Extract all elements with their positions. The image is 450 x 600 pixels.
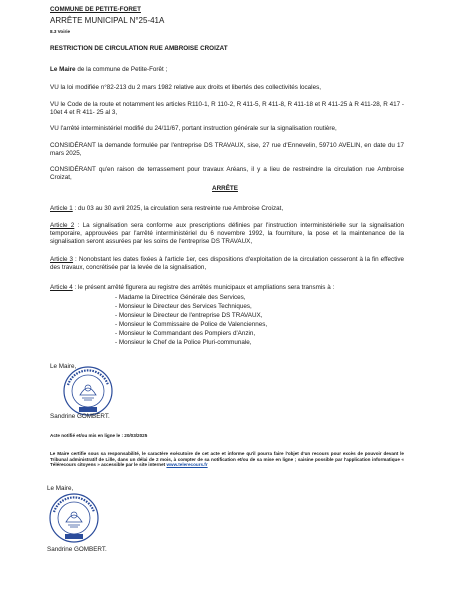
telerecours-link[interactable]: www.telerecours.fr <box>166 462 208 468</box>
signature-1-title: Le Maire, <box>50 363 77 370</box>
article-1 <box>50 205 404 213</box>
visa-1: VU la loi modifiée n°82-213 du 2 mars 1982 relative aux droits et libertés des collectivités locales, <box>50 84 321 91</box>
article-3 <box>50 256 404 272</box>
legal-notice-text: Le Maire certifie sous sa responsabilité, le caractère exécutoire de cet acte et informe qu'il pourra faire l'objet d'un recours pour excès de pouvoir devant le Tribunal administratif de Lille, dans un délai de 2 mois, à compter de sa notification et/ou de sa mise en ligne ; saisine possible par l'application informatique « Télérecours citoyens » accessible par le site internet <box>50 451 404 468</box>
article-4 <box>50 284 404 292</box>
article-3-label: Article 3 <box>50 256 74 263</box>
municipal-seal-2 <box>48 492 100 544</box>
article-2 <box>50 222 404 246</box>
signature-2-title: Le Maire, <box>47 485 74 492</box>
visa-3: VU l'arrêté interministériel modifié du 24/11/67, portant instruction générale sur la signalisation routière, <box>50 125 337 132</box>
article-3-text: : Nonobstant les dates fixées à l'article 1er, ces dispositions d'exploitation de la circulation cesseront à la fin effective des travaux, concrétisée par la levée de la signalisation, <box>50 256 404 271</box>
article-2-text: : La signalisation sera conforme aux prescriptions définies par l'instruction interministérielle sur la signalisation temporaire, approuvées par l'arrêté interministériel du 6 novembre 1992, la fourniture, la pose et la maintenance de la signalisation seront assurées par les soins de l'entreprise DS TRAVAUX, <box>50 222 404 245</box>
intro-line <box>50 66 167 74</box>
considerant-2: CONSIDÉRANT qu'en raison de terrassement pour travaux Aréans, il y a lieu de restreindre la circulation rue Ambroise Croizat, <box>50 166 404 181</box>
signature-1-name: Sandrine GOMBERT. <box>50 413 110 420</box>
commune-title: COMMUNE DE PETITE-FORET <box>50 6 141 13</box>
arrete-subject: RESTRICTION DE CIRCULATION RUE AMBROISE CROIZAT <box>50 45 228 52</box>
mayor-label: Le Maire <box>50 66 76 73</box>
article-2-label: Article 2 <box>50 222 75 229</box>
seal-icon <box>48 492 100 544</box>
article-4-text: : le présent arrêté figurera au registre des arrêtés municipaux et ampliations sera transmis à : <box>72 284 335 291</box>
considerant-1: CONSIDÉRANT la demande formulée par l'entreprise DS TRAVAUX, sise, 27 rue d'Ennevelin, 59710 AVELIN, en date du 17 mars 2025, <box>50 142 404 157</box>
article-1-text: : du 03 au 30 avril 2025, la circulation sera restreinte rue Ambroise Croizat, <box>72 205 284 212</box>
list-item: - Monsieur le Directeur des Services Techniques, <box>115 303 252 310</box>
visa-2: VU le Code de la route et notamment les articles R110-1, R 110-2, R 411-5, R 411-8, R 411-18 et R 411-25 à R 411-28, R 417 - 10et 4 et R 411- 25 al 3, <box>50 101 404 116</box>
arrete-heading: ARRÊTE <box>212 185 238 192</box>
list-item: - Monsieur le Directeur de l'entreprise DS TRAVAUX, <box>115 312 263 319</box>
mayor-commune: de la commune de Petite-Forêt ; <box>77 66 168 73</box>
article-4-label: Article 4 <box>50 284 73 291</box>
online-notice: Acte notifié et/ou mis en ligne le : 20/03/2025 <box>50 433 148 438</box>
list-item: - Monsieur le Commissaire de Police de Valenciennes, <box>115 321 268 328</box>
arrete-number: ARRÊTE MUNICIPAL N°25-41A <box>50 16 165 25</box>
list-item: - Monsieur le Commandant des Pompiers d'Anzin, <box>115 330 256 337</box>
legal-notice <box>50 451 404 468</box>
list-item: - Madame la Directrice Générale des Services, <box>115 294 246 301</box>
recipient-list <box>115 293 267 347</box>
article-1-label: Article 1 <box>50 205 73 212</box>
list-item: - Monsieur le Chef de la Police Pluri-communale, <box>115 339 252 346</box>
municipal-seal-1 <box>62 365 114 417</box>
classification-code: 8.3 Voirie <box>50 29 71 34</box>
seal-icon <box>62 365 114 417</box>
signature-2-name: Sandrine GOMBERT. <box>47 546 107 553</box>
